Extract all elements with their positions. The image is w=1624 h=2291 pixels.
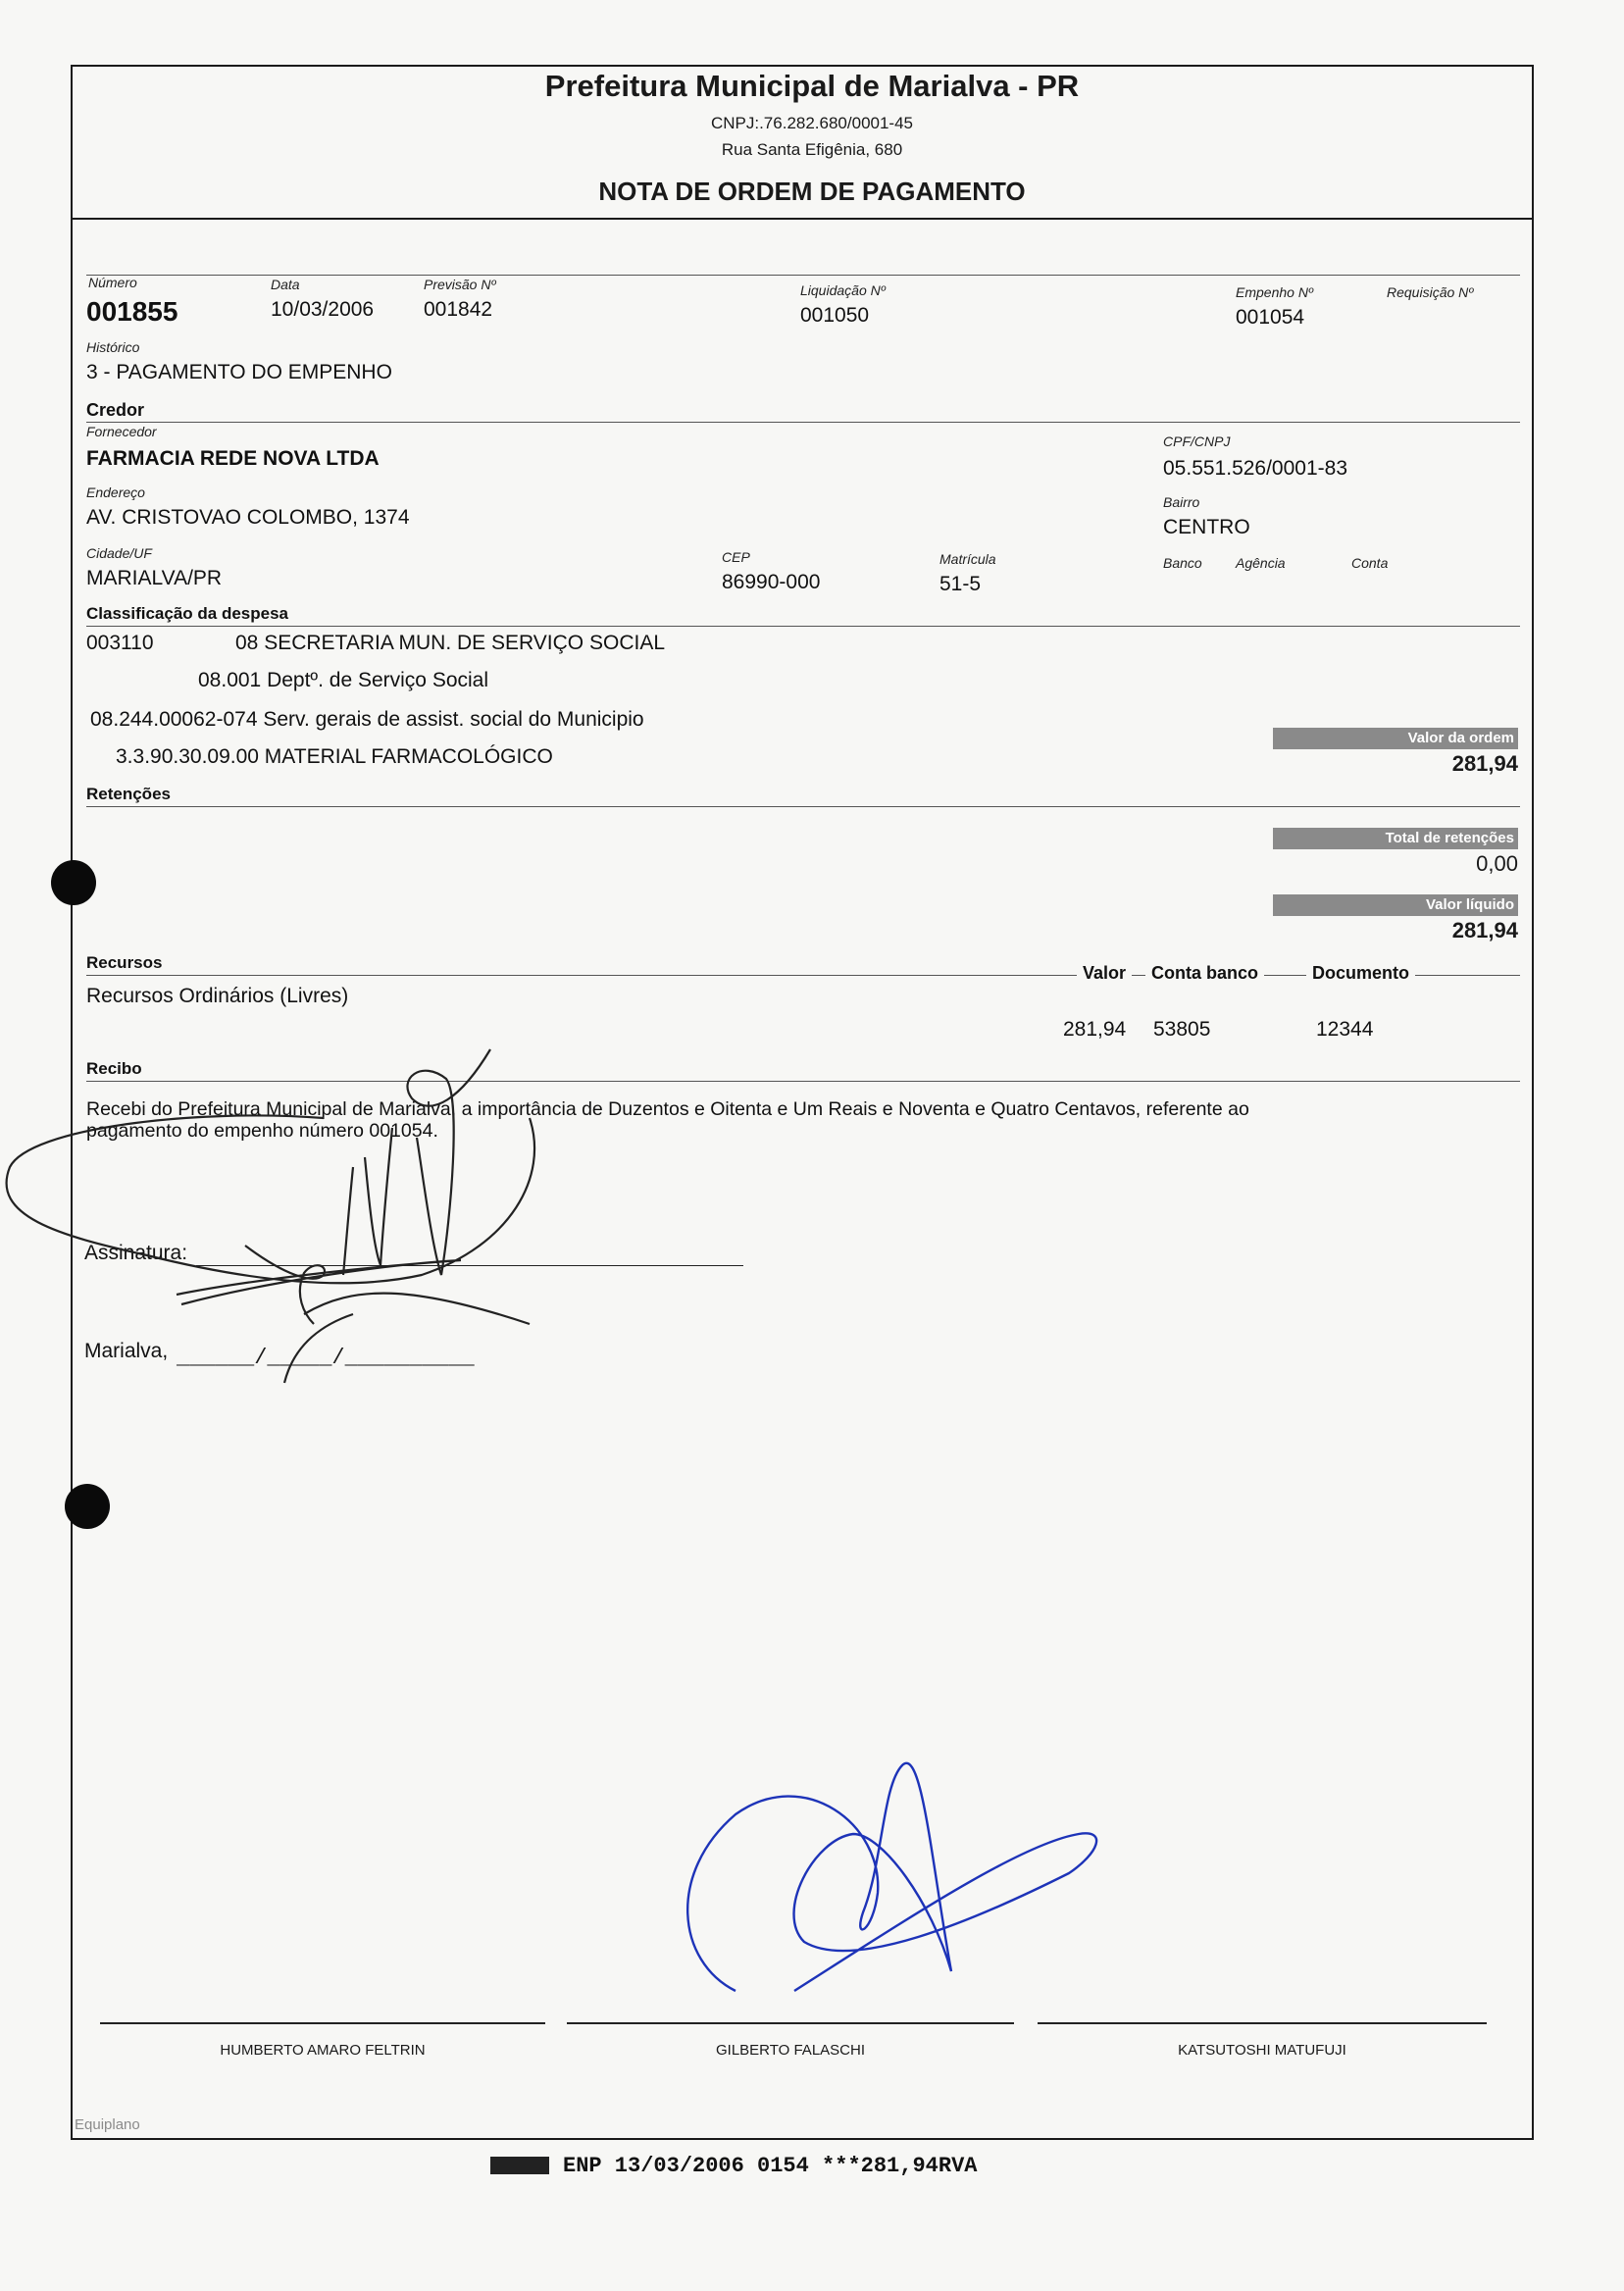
recursos-section: Recursos [86, 953, 168, 973]
equiplano-brand: Equiplano [75, 2116, 140, 2133]
ids-top-rule [86, 275, 1520, 276]
valor-ordem-value: 281,94 [1451, 751, 1518, 776]
recursos-valor-header: Valor [1077, 963, 1132, 984]
recursos-valor: 281,94 [1063, 1018, 1127, 1041]
cep-label: CEP [722, 549, 750, 565]
valor-liquido-label: Valor líquido [1273, 894, 1518, 916]
signatory-1: HUMBERTO AMARO FELTRIN [220, 2042, 426, 2059]
handwritten-signature-bottom [657, 1746, 1128, 2020]
signatory-2: GILBERTO FALASCHI [716, 2042, 865, 2059]
previsao-label: Previsão Nº [424, 277, 496, 292]
retencoes-section: Retenções [86, 785, 177, 804]
stamp-text [490, 2154, 977, 2178]
recibo-line1: Recebi do Prefeitura Municipal de Marialva, a importância de Duzentos e Oitenta e Um Reais e Noventa e Quatro Centavos, referente ao [86, 1098, 1249, 1120]
cnpj-text: CNPJ:.76.282.680/0001-45 [710, 114, 914, 132]
recibo-section: Recibo [86, 1059, 148, 1079]
numero-value: 001855 [86, 296, 178, 327]
cidade-label: Cidade/UF [86, 545, 152, 561]
numero-label: Número [88, 275, 137, 290]
classificacao-line2: 08.001 Deptº. de Serviço Social [198, 669, 489, 691]
classificacao-line1: 08 SECRETARIA MUN. DE SERVIÇO SOCIAL [235, 632, 666, 654]
data-label: Data [271, 277, 300, 292]
recursos-documento-header: Documento [1306, 963, 1415, 984]
recursos-conta: 53805 [1153, 1018, 1211, 1041]
classificacao-line3: 08.244.00062-074 Serv. gerais de assist. social do Municipio [90, 708, 644, 731]
recibo-line2: pagamento do empenho número 001054. [86, 1120, 438, 1142]
recursos-conta-header: Conta banco [1145, 963, 1264, 984]
cep-value: 86990-000 [722, 571, 821, 593]
document-title: NOTA DE ORDEM DE PAGAMENTO [598, 177, 1026, 206]
punch-hole-top [51, 860, 96, 905]
fornecedor-label: Fornecedor [86, 424, 157, 439]
stamp-value: ENP 13/03/2006 0154 ***281,94RVA [563, 2154, 978, 2178]
signatory-3: KATSUTOSHI MATUFUJI [1178, 2042, 1346, 2059]
cpf-value: 05.551.526/0001-83 [1163, 457, 1348, 480]
liquidacao-value: 001050 [800, 304, 870, 327]
signature-line-1 [100, 2022, 545, 2024]
endereco-value: AV. CRISTOVAO COLOMBO, 1374 [86, 506, 410, 529]
empenho-label: Empenho Nº [1236, 284, 1314, 300]
handwritten-signature-recibo [0, 1020, 608, 1432]
bairro-value: CENTRO [1163, 516, 1250, 538]
total-retencoes-label: Total de retenções [1273, 828, 1518, 849]
header-divider [71, 218, 1534, 220]
conta-label: Conta [1351, 555, 1389, 571]
cidade-value: MARIALVA/PR [86, 567, 223, 589]
classificacao-section: Classificação da despesa [86, 604, 294, 624]
cpf-label: CPF/CNPJ [1163, 433, 1231, 449]
classificacao-line4: 3.3.90.30.09.00 MATERIAL FARMACOLÓGICO [116, 745, 553, 768]
recursos-documento: 12344 [1316, 1018, 1374, 1041]
matricula-value: 51-5 [939, 573, 982, 595]
date-blank-line: ______/_____/__________ [177, 1346, 475, 1370]
local-label: Marialva, [84, 1340, 169, 1362]
credor-rule [86, 422, 1520, 423]
classificacao-rule [86, 626, 1520, 627]
banco-label: Banco [1163, 555, 1202, 571]
credor-section: Credor [86, 400, 150, 421]
signature-line-2 [567, 2022, 1014, 2024]
agencia-label: Agência [1236, 555, 1286, 571]
data-value: 10/03/2006 [271, 298, 375, 321]
recursos-item: Recursos Ordinários (Livres) [86, 985, 349, 1007]
matricula-label: Matrícula [939, 551, 996, 567]
stamp-logo-icon [490, 2157, 549, 2174]
liquidacao-label: Liquidação Nº [800, 282, 886, 298]
historico-label: Histórico [86, 339, 140, 355]
fornecedor-value: FARMACIA REDE NOVA LTDA [86, 447, 380, 470]
address-text: Rua Santa Efigênia, 680 [721, 140, 903, 159]
punch-hole-bottom [65, 1484, 110, 1529]
bairro-label: Bairro [1163, 494, 1200, 510]
valor-liquido-value: 281,94 [1451, 918, 1518, 942]
signature-line-3 [1038, 2022, 1487, 2024]
historico-value: 3 - PAGAMENTO DO EMPENHO [86, 361, 392, 383]
municipality-title: Prefeitura Municipal de Marialva - PR [544, 69, 1080, 103]
requisicao-label: Requisição Nº [1387, 284, 1474, 300]
assinatura-label: Assinatura: [84, 1242, 188, 1264]
previsao-value: 001842 [424, 298, 493, 321]
recursos-rule [86, 975, 1520, 976]
total-retencoes-value: 0,00 [1476, 851, 1518, 876]
valor-ordem-label: Valor da ordem [1273, 728, 1518, 749]
empenho-value: 001054 [1236, 306, 1305, 329]
classificacao-code: 003110 [86, 632, 154, 654]
retencoes-rule [86, 806, 1520, 807]
endereco-label: Endereço [86, 484, 145, 500]
